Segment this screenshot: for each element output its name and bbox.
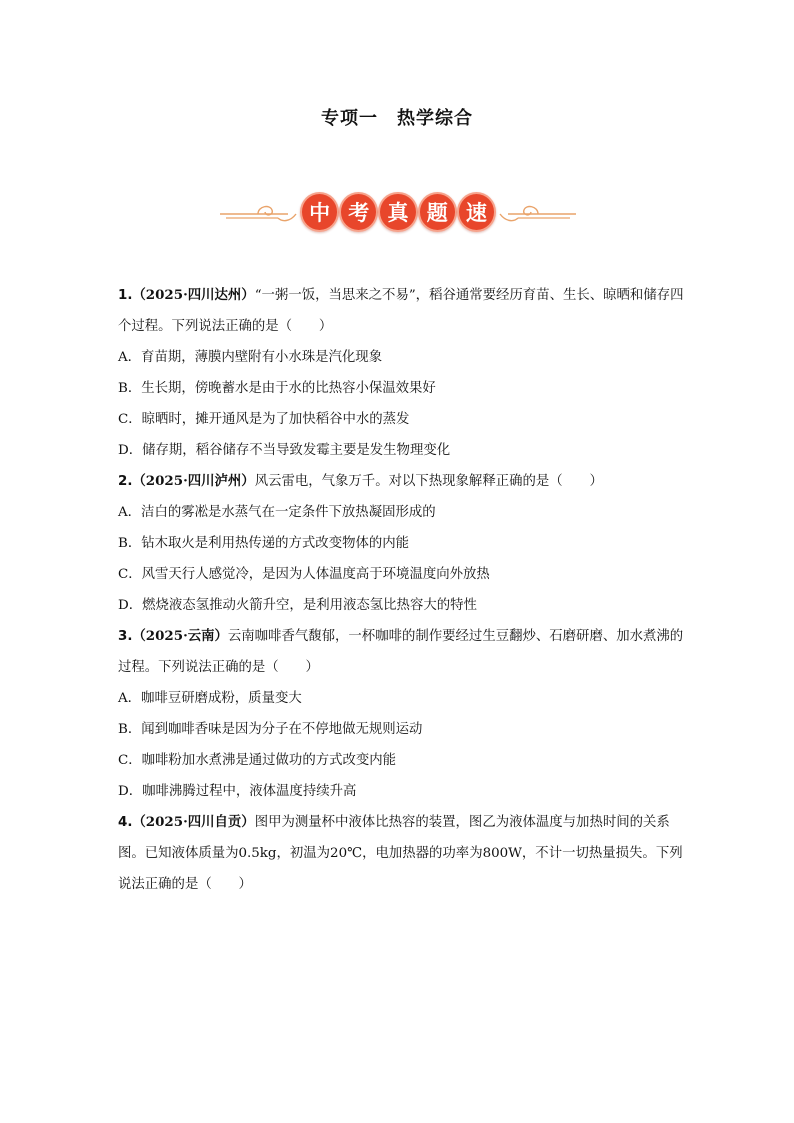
- option-d: D．储存期，稻谷储存不当导致发霉主要是发生物理变化: [118, 443, 451, 458]
- section-banner: [218, 188, 578, 236]
- question-stem: [118, 621, 684, 683]
- option-a: A．洁白的雾凇是水蒸气在一定条件下放热凝固形成的: [118, 505, 436, 520]
- option-b: B．生长期，傍晚蓄水是由于水的比热容小保温效果好: [118, 381, 436, 396]
- ornament-right-icon: [492, 188, 578, 236]
- question-number: 2.: [118, 474, 133, 489]
- option-b: B．钻木取火是利用热传递的方式改变物体的内能: [118, 536, 410, 551]
- banner-char: 考: [339, 192, 378, 232]
- question-text: 风云雷电，气象万千。对以下热现象解释正确的是（ ）: [254, 474, 603, 489]
- question-number: 1.: [118, 288, 133, 303]
- option-c: C．咖啡粉加水煮沸是通过做功的方式改变内能: [118, 753, 397, 768]
- question-text: 图甲为测量杯中液体比热容的装置，图乙为液体温度与加热时间的关系图。已知液体质量为0.5kg，初温为20℃，电加热器的功率为800W，不计一切热量损失。下列说法正确的是（ ）: [118, 815, 683, 892]
- option-c: C．晾晒时，摊开通风是为了加快稻谷中水的蒸发: [118, 412, 410, 427]
- banner-chips: [300, 190, 496, 234]
- option-d: D．燃烧液态氢推动火箭升空，是利用液态氢比热容大的特性: [118, 598, 477, 613]
- option-c: C．风雪天行人感觉冷，是因为人体温度高于环境温度向外放热: [118, 567, 490, 582]
- question-stem: [118, 807, 684, 900]
- question-stem: [118, 280, 684, 342]
- question-number: 4.: [118, 815, 133, 830]
- question-text: “一粥一饭，当思来之不易”，稻谷通常要经历育苗、生长、晾晒和储存四个过程。下列说法正确的是（ ）: [118, 288, 684, 334]
- question-source: （2025·云南）: [132, 628, 228, 644]
- question-list: [118, 280, 684, 900]
- option-a: A．育苗期，薄膜内壁附有小水珠是汽化现象: [118, 350, 383, 365]
- question-source: （2025·四川泸州）: [132, 473, 255, 489]
- banner-char: 题: [418, 192, 457, 232]
- option-b: B．闻到咖啡香味是因为分子在不停地做无规则运动: [118, 722, 423, 737]
- question-number: 3.: [118, 629, 133, 644]
- ornament-left-icon: [218, 188, 304, 236]
- question-stem: [118, 466, 684, 497]
- page-title: 专项一 热学综合: [321, 108, 473, 129]
- question-source: （2025·四川达州）: [132, 287, 255, 303]
- question-source: （2025·四川自贡）: [132, 814, 255, 830]
- question-1: [118, 280, 684, 466]
- option-d: D．咖啡沸腾过程中，液体温度持续升高: [118, 784, 357, 799]
- question-2: [118, 466, 684, 621]
- banner-char: 真: [378, 192, 417, 232]
- question-3: [118, 621, 684, 807]
- banner-char: 中: [300, 192, 339, 232]
- option-a: A．咖啡豆研磨成粉，质量变大: [118, 691, 302, 706]
- banner-char: 速: [457, 192, 496, 232]
- question-4: [118, 807, 684, 900]
- question-text: 云南咖啡香气馥郁，一杯咖啡的制作要经过生豆翻炒、石磨研磨、加水煮沸的过程。下列说法正确的是（ ）: [118, 629, 684, 675]
